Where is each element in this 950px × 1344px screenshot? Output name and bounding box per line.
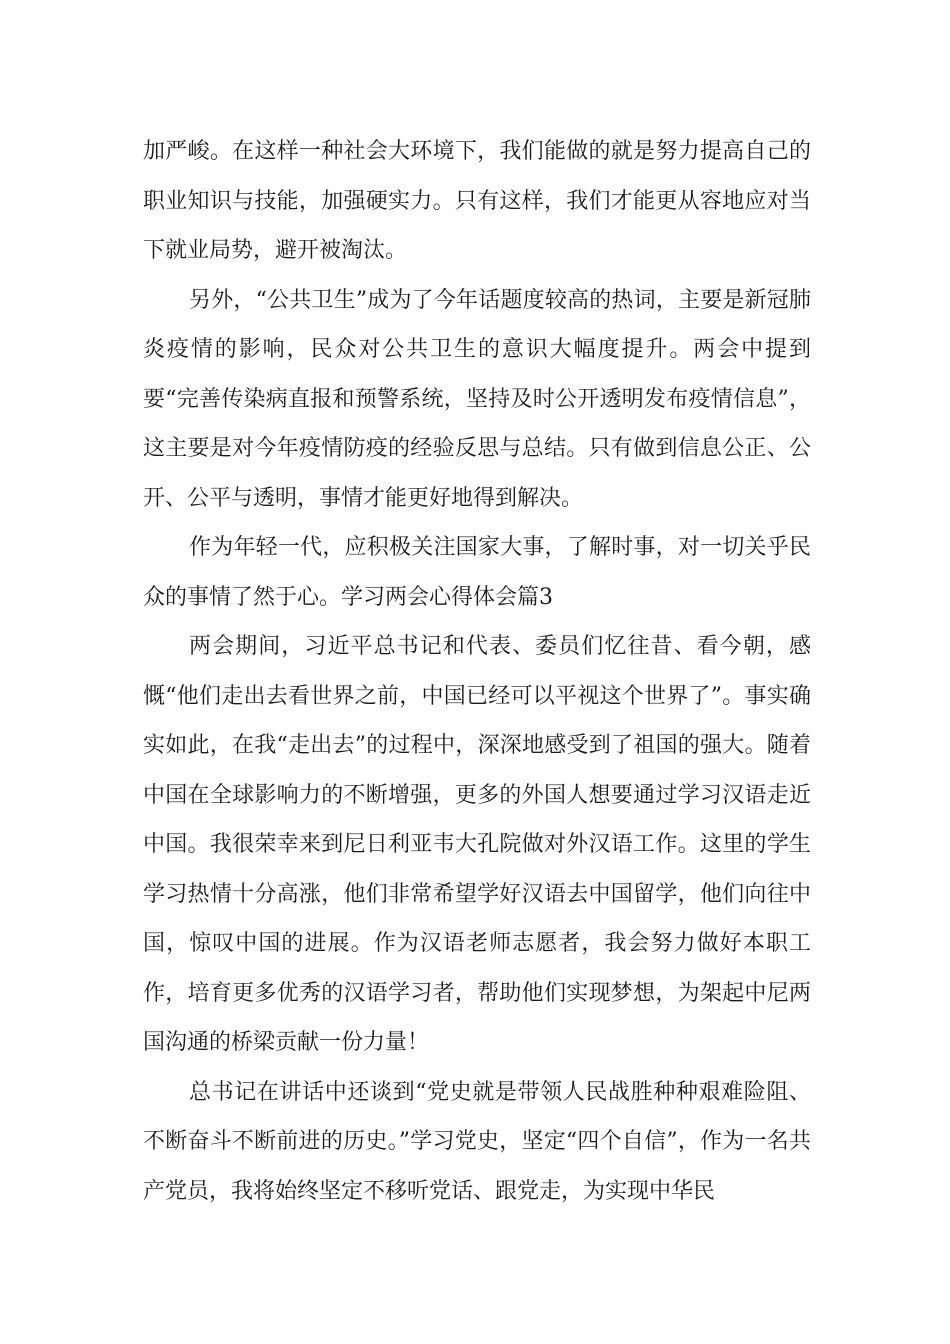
- paragraph-two-sessions: 两会期间，习近平总书记和代表、委员们忆往昔、看今朝，感慨“他们走出去看世界之前，中国已经可以平视这个世界了”。事实确实如此，在我“走出去”的过程中，深深地感受到了祖国的强大。随着中国在全球影响力的不断增强，更多的外国人想要通过学习汉语走近中国。我很荣幸来到尼日利亚韦大孔院做对外汉语工作。这里的学生学习热情十分高涨，他们非常希望学好汉语去中国留学，他们向往中国，惊叹中国的进展。作为汉语老师志愿者，我会努力做好本职工作，培育更多优秀的汉语学习者，帮助他们实现梦想，为架起中尼两国沟通的桥梁贡献一份力量！: [143, 634, 811, 1055]
- paragraph-public-health: 另外，“公共卫生”成为了今年话题度较高的热词，主要是新冠肺炎疫情的影响，民众对公共卫生的意识大幅度提升。两会中提到要“完善传染病直报和预警系统，坚持及时公开透明发布疫情信息”，这主要是对今年疫情防疫的经验反思与总结。只有做到信息公正、公开、公平与透明，事情才能更好地得到解决。: [143, 287, 811, 511]
- document-body: [143, 127, 811, 1216]
- paragraph-young-generation: 作为年轻一代，应积极关注国家大事，了解时事，对一切关乎民众的事情了然于心。学习两会心得体会篇3: [143, 535, 811, 610]
- paragraph-party-history: 总书记在讲话中还谈到“党史就是带领人民战胜种种艰难险阻、不断奋斗不断前进的历史。”学习党史，坚定“四个自信”，作为一名共产党员，我将始终坚定不移听党话、跟党走，为实现中华民: [143, 1079, 811, 1204]
- paragraph-continuation: 加严峻。在这样一种社会大环境下，我们能做的就是努力提高自己的职业知识与技能，加强硬实力。只有这样，我们才能更从容地应对当下就业局势，避开被淘汰。: [143, 139, 811, 263]
